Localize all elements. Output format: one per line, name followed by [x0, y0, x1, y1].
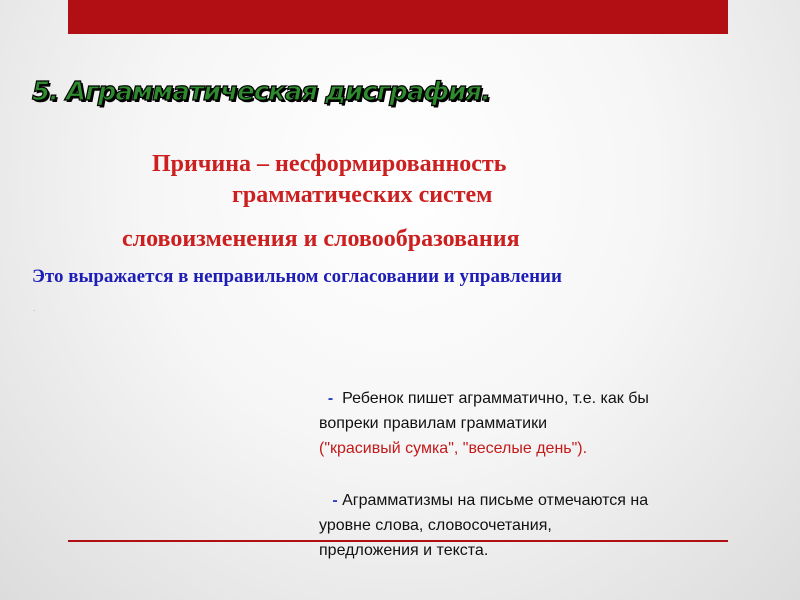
- dash-marker: -: [332, 492, 338, 509]
- note-line: предложения и текста.: [319, 542, 489, 559]
- note-line: уровне слова, словосочетания,: [319, 517, 552, 534]
- top-accent-bar: [68, 0, 728, 34]
- dash-marker: -: [327, 390, 334, 407]
- note-text: Ребенок пишет аграмматично, т.е. как бы: [342, 390, 649, 407]
- cause-line-3: словоизменения и словообразования: [122, 226, 520, 252]
- note-agrammatisms: [319, 488, 779, 563]
- bottom-divider: [68, 540, 728, 542]
- note-text: Аграмматизмы на письме отмечаются на: [342, 492, 649, 509]
- cause-line-1: Причина – несформированность: [152, 151, 507, 177]
- example-text: ("красивый сумка", "веселые день").: [319, 440, 588, 457]
- cause-line-2: грамматических систем: [232, 182, 493, 208]
- slide-title: 5. Аграмматическая дисграфия.: [32, 77, 491, 107]
- stray-mark: .: [33, 304, 36, 313]
- note-line: [319, 386, 779, 411]
- expression-text: Это выражается в неправильном согласовании и управлении: [32, 266, 562, 287]
- note-line: вопреки правилам грамматики: [319, 415, 548, 432]
- note-child-writes: [319, 386, 779, 461]
- note-line: [319, 488, 779, 513]
